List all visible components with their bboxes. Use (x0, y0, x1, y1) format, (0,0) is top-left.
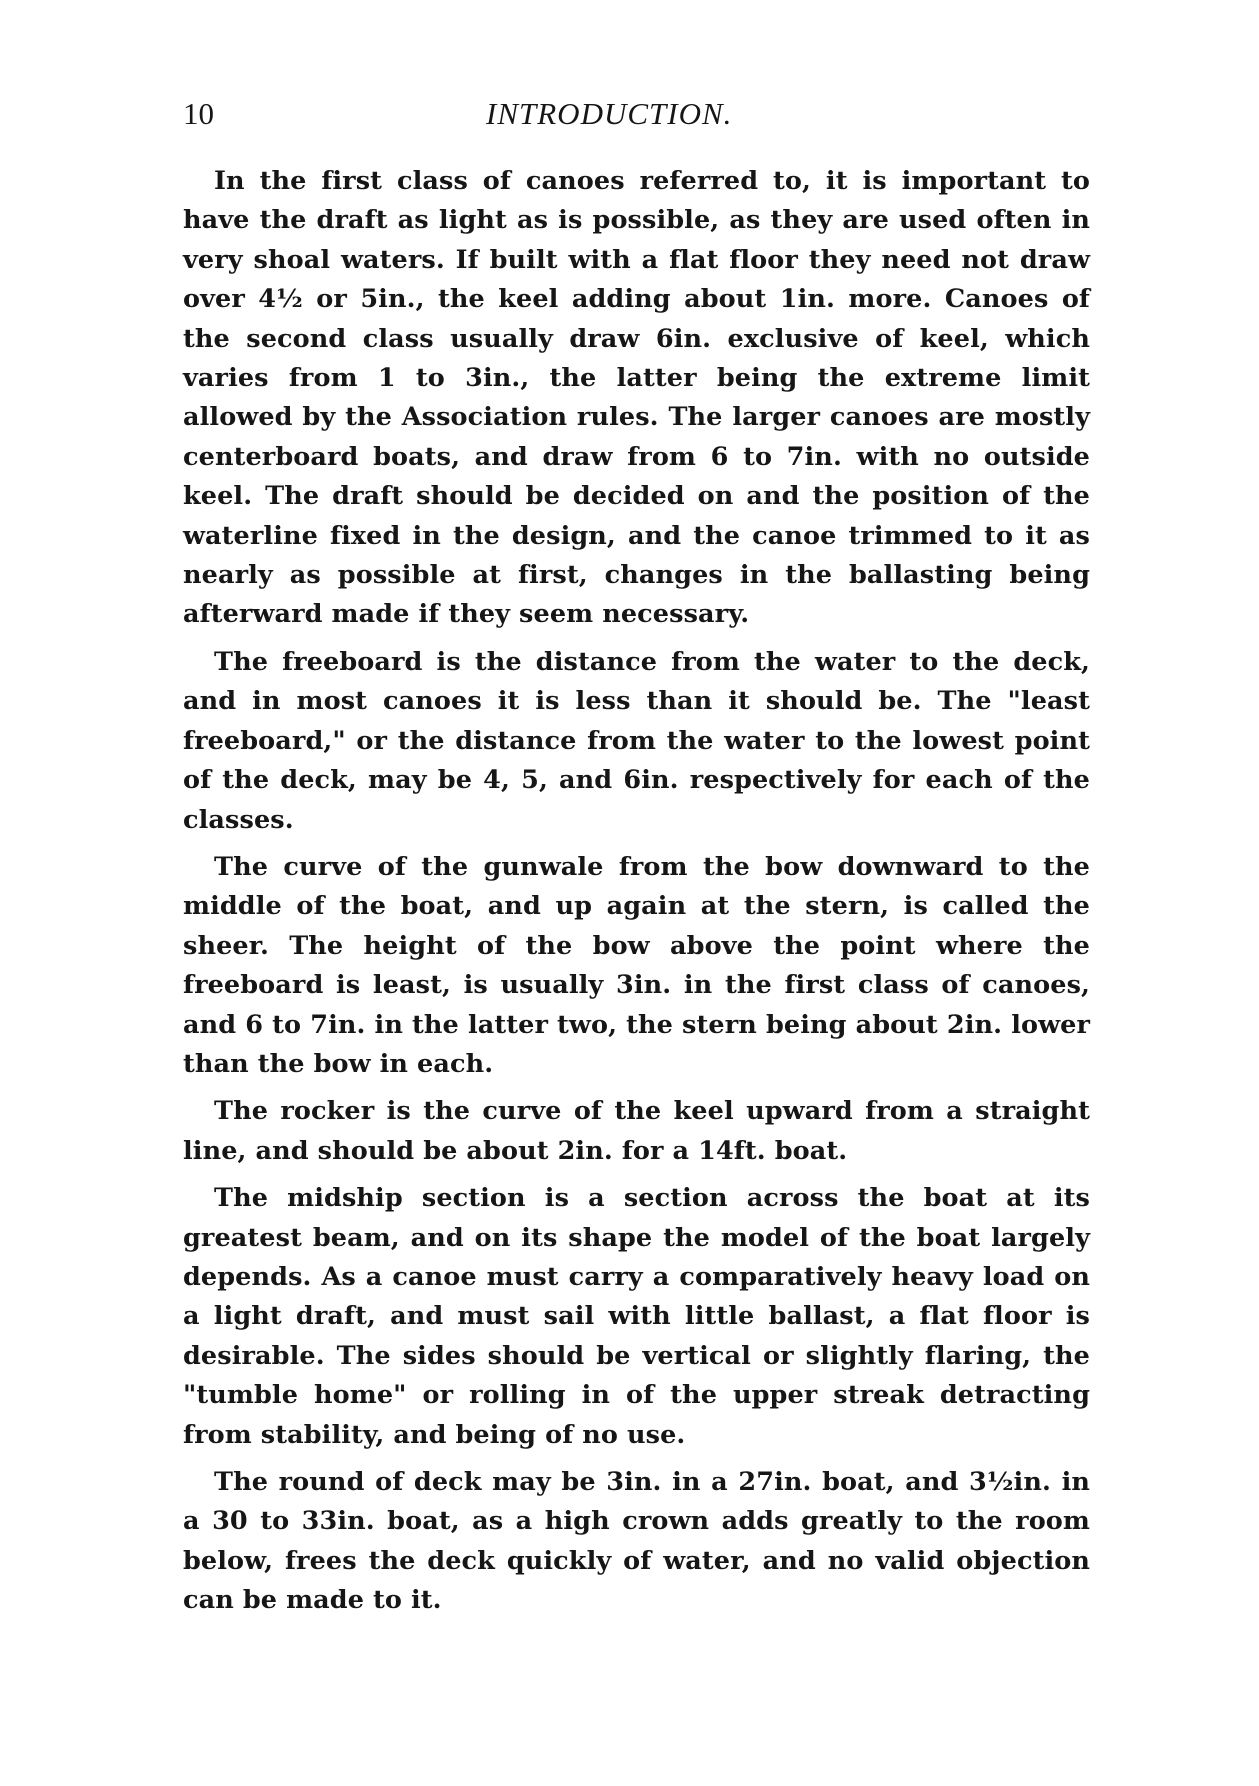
paragraph-freeboard: The freeboard is the distance from the water to the deck, and in most canoes it is less than it should be. The "least freeboard," or the distance from the water to the lowest point of the deck, may be 4, 5, and 6in. respectively for each of the classes. (183, 646, 1090, 835)
paragraph-draft: In the first class of canoes referred to, it is important to have the draft as light as is possible, as they are used often in very shoal waters. If built with a flat floor they need not draw over 4½ or 5in., the keel adding about 1in. more. Canoes of the second class usually draw 6in. exclusive of keel, which varies from 1 to 3in., the latter being the extreme limit allowed by the Association rules. The larger canoes are mostly centerboard boats, and draw from 6 to 7in. with no outside keel. The draft should be decided on and the position of the waterline fixed in the design, and the canoe trimmed to it as nearly as possible at first, changes in the ballasting being afterward made if they seem necessary. (183, 166, 1090, 630)
paragraph-round-of-deck: The round of deck may be 3in. in a 27in. boat, and 3½in. in a 30 to 33in. boat, as a high crown adds greatly to the room below, frees the deck quickly of water, and no valid objection can be made to it. (183, 1467, 1090, 1616)
running-head: INTRODUCTION. (486, 96, 733, 131)
book-page (183, 92, 1090, 1629)
paragraph-midship-section: The midship section is a section across the boat at its greatest beam, and on its shape the model of the boat largely depends. As a canoe must carry a comparatively heavy load on a light draft, and must sail with little ballast, a flat floor is desirable. The sides should be vertical or slightly flaring, the "tumble home" or rolling in of the upper streak detracting from stability, and being of no use. (183, 1183, 1090, 1450)
page-number: 10 (183, 96, 214, 131)
paragraph-sheer: The curve of the gunwale from the bow downward to the middle of the boat, and up again at the stern, is called the sheer. The height of the bow above the point where the freeboard is least, is usually 3in. in the first class of canoes, and 6 to 7in. in the latter two, the stern being about 2in. lower than the bow in each. (183, 851, 1090, 1079)
page-header (183, 92, 1090, 144)
body-text (183, 162, 1090, 1621)
paragraph-rocker: The rocker is the curve of the keel upward from a straight line, and should be about 2in. for a 14ft. boat. (183, 1096, 1090, 1166)
